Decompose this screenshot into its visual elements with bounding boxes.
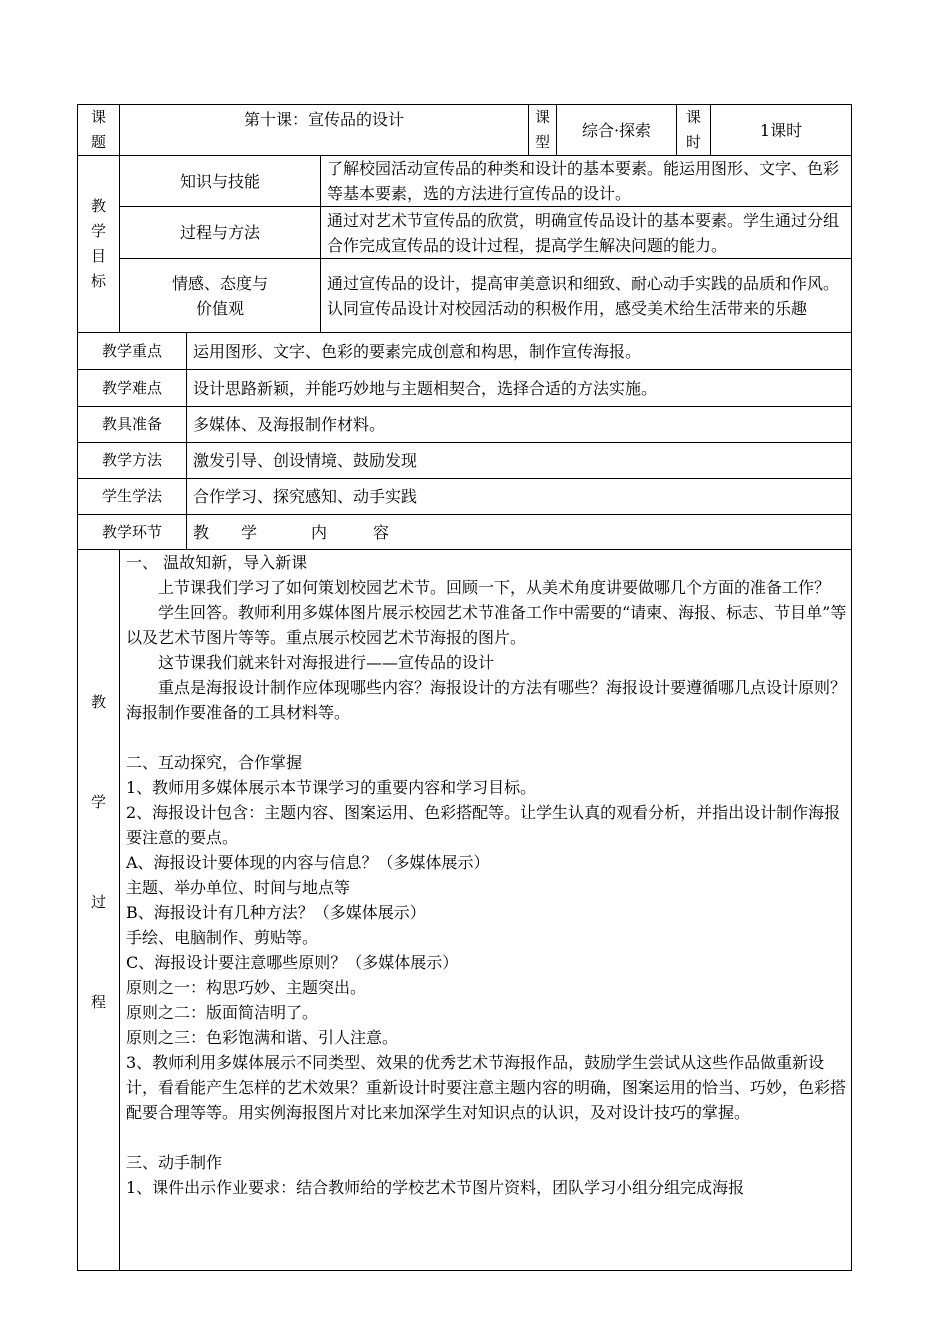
process-paragraph: 这节课我们就来针对海报进行——宣传品的设计 [158,653,495,672]
spacer [126,1125,849,1150]
process-row [78,550,852,1271]
info-row [78,407,852,443]
objective-text: 了解校园活动宣传品的种类和设计的基本要素。能运用图形、文字、色彩等基本要素，选的方法进行宣传品的设计。 [321,156,852,207]
info-value: 设计思路新颖，并能巧妙地与主题相契合，选择合适的方法实施。 [187,370,852,407]
type-label: 课 型 [534,108,550,151]
objective-text: 通过宣传品的设计，提高审美意识和细致、耐心动手实践的品质和作风。认同宣传品设计对校园活动的积极作用，感受美术给生活带来的乐趣 [321,259,852,333]
info-label: 教学重点 [78,333,187,370]
process-paragraph: 3、教师利用多媒体展示不同类型、效果的优秀艺术节海报作品，鼓励学生尝试从这些作品做重新设计，看看能产生怎样的艺术效果？重新设计时要注意主题内容的明确，图案运用的恰当、巧妙，色彩搭配要合理等等。用实例海报图片对比来加深学生对知识点的认识，及对设计技巧的掌握。 [126,1053,847,1122]
type-value: 综合·探索 [557,105,677,156]
objective-name-cell [120,259,321,333]
process-paragraph: 原则之三：色彩饱满和谐、引人注意。 [126,1028,399,1047]
header-row [78,105,852,156]
process-paragraph: 原则之二：版面简洁明了。 [126,1003,319,1022]
process-paragraph: 原则之一：构思巧妙、主题突出。 [126,978,367,997]
info-value: 多媒体、及海报制作材料。 [187,407,852,443]
process-paragraph: C、海报设计要注意哪些原则？（多媒体展示） [126,953,459,972]
process-paragraph: 学生回答。教师利用多媒体图片展示校园艺术节准备工作中需要的“请柬、海报、标志、节目单”等以及艺术节图片等等。重点展示校园艺术节海报的图片。 [126,603,847,647]
info-label: 教具准备 [78,407,187,443]
objective-name-line: 价值观 [195,298,244,318]
process-label-char: 教 [90,693,106,711]
process-paragraph: 手绘、电脑制作、剪贴等。 [126,928,319,947]
info-row [78,479,852,515]
content-heading [187,515,852,550]
content-heading-char: 内 [311,522,328,542]
info-label: 教学环节 [78,515,187,550]
content-heading-char: 学 [241,522,258,542]
info-row [78,443,852,479]
process-paragraph: A、海报设计要体现的内容与信息？（多媒体展示） [126,853,490,872]
process-paragraph: 1、教师用多媒体展示本节课学习的重要内容和学习目标。 [126,778,537,797]
process-paragraph: 主题、举办单位、时间与地点等 [126,878,351,897]
type-label-cell [529,105,557,156]
process-label-char: 学 [90,793,106,811]
hours-label-cell [677,105,711,156]
lesson-plan-table [77,104,852,1271]
process-paragraph: 上节课我们学习了如何策划校园艺术节。回顾一下，从美术角度讲要做哪几个方面的准备工作？ [158,578,831,597]
info-label: 教学难点 [78,370,187,407]
objective-row [78,207,852,259]
objectives-label: 教 学 目 标 [78,156,120,333]
topic-value: 第十课：宣传品的设计 [120,105,529,156]
process-paragraph: 2、海报设计包含：主题内容、图案运用、色彩搭配等。让学生认真的观看分析，并指出设计制作海报要注意的要点。 [126,803,841,847]
objective-name: 知识与技能 [120,156,321,207]
section-heading: 一、 温故知新，导入新课 [126,553,308,572]
info-value: 激发引导、创设情境、鼓励发现 [187,443,852,479]
process-paragraph: 重点是海报设计制作应体现哪些内容？海报设计的方法有哪些？海报设计要遵循哪几点设计原则？海报制作要准备的工具材料等。 [126,678,847,722]
topic-label-cell [78,105,120,156]
info-row [78,515,852,550]
hours-label: 课 时 [685,108,701,151]
hours-value: 1课时 [711,105,852,156]
info-row [78,333,852,370]
section-heading: 三、动手制作 [126,1153,223,1172]
section-heading: 二、互动探究，合作掌握 [126,753,303,772]
process-label [78,550,120,1271]
objective-row [78,259,852,333]
content-heading-char: 教 [193,522,210,542]
info-row [78,370,852,407]
process-paragraph: 1、课件出示作业要求：结合教师给的学校艺术节图片资料，团队学习小组分组完成海报 [126,1178,745,1197]
process-paragraph: B、海报设计有几种方法？（多媒体展示） [126,903,426,922]
process-content [120,550,852,1271]
spacer [126,725,849,750]
process-label-char: 程 [90,993,106,1011]
info-value: 运用图形、文字、色彩的要素完成创意和构思，制作宣传海报。 [187,333,852,370]
info-value: 合作学习、探究感知、动手实践 [187,479,852,515]
topic-label: 课 题 [90,108,106,151]
content-heading-char: 容 [373,522,390,542]
info-label: 学生学法 [78,479,187,515]
objective-name: 过程与方法 [120,207,321,259]
info-label: 教学方法 [78,443,187,479]
objective-name-line: 情感、态度与 [171,273,268,293]
objective-text: 通过对艺术节宣传品的欣赏，明确宣传品设计的基本要素。学生通过分组合作完成宣传品的设计过程，提高学生解决问题的能力。 [321,207,852,259]
process-label-char: 过 [90,893,106,911]
objective-row [78,156,852,207]
